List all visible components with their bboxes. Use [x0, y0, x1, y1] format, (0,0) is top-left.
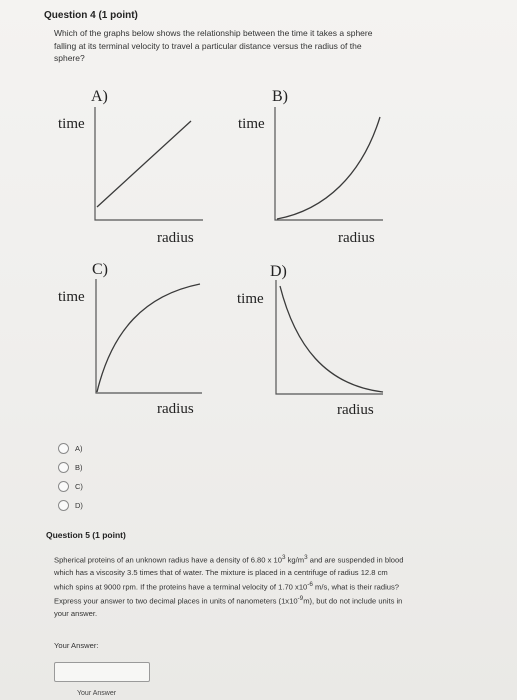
graph-c-ylabel: time [58, 289, 85, 305]
option-b[interactable] [58, 460, 83, 474]
option-c-label: C) [75, 481, 83, 491]
option-a-label: A) [75, 443, 83, 453]
option-a-radio[interactable] [58, 443, 69, 454]
question-5-text: Spherical proteins of an unknown radius have a density of 6.80 x $10^3$ $kg/m^3$ and are suspended in blood which has a viscosity 3.5 times that of water. The mixture is placed in a centrifuge of radius 12.8 cm which spins at 9000 rpm. If the proteins have a terminal velocity of 1.70 $x10^{-6}$ m/s, what is their radius? Express your answer to two decimal places in units of nanometers $(1x10^{-9}m)$, but do not include units in your answer. [54, 554, 404, 618]
answer-placeholder: Your Answer [77, 690, 117, 697]
graph-a-letter: A) [91, 88, 108, 105]
question-4-title: Question 4 (1 point) [44, 10, 138, 21]
option-a[interactable] [58, 441, 83, 455]
graph-b-ylabel: time [238, 116, 265, 132]
graph-c-xlabel: radius [157, 401, 194, 417]
question-5-title: Question 5 (1 point) [46, 530, 126, 540]
option-c-radio[interactable] [58, 481, 69, 492]
graph-c-curve [97, 284, 200, 392]
option-d[interactable] [58, 498, 83, 512]
graph-b-curve [277, 117, 380, 219]
graph-d-curve [280, 286, 383, 392]
option-d-label: D) [75, 500, 83, 510]
graph-a-axes [95, 107, 203, 220]
graph-a-ylabel: time [58, 116, 85, 132]
graph-a-curve [97, 121, 191, 207]
graph-d-ylabel: time [237, 291, 264, 307]
graph-d-xlabel: radius [337, 402, 374, 418]
graph-b-letter: B) [272, 88, 288, 105]
graph-c-axes [96, 279, 202, 393]
question-4-text: Which of the graphs below shows the relationship between the time it takes a sphere falling at its terminal velocity to travel a particular distance versus the radius of the sphere? [54, 28, 373, 63]
option-b-radio[interactable] [58, 462, 69, 473]
graph-c-letter: C) [92, 261, 108, 278]
option-b-label: B) [75, 462, 83, 472]
option-c[interactable] [58, 479, 83, 493]
graph-a-xlabel: radius [157, 230, 194, 246]
option-d-radio[interactable] [58, 500, 69, 511]
answer-label: Your Answer: [54, 641, 99, 650]
graph-b-xlabel: radius [338, 230, 375, 246]
graph-d-axes [276, 280, 383, 394]
graph-b-axes [275, 107, 383, 220]
answer-input[interactable] [54, 662, 150, 682]
graph-d-letter: D) [270, 263, 287, 280]
